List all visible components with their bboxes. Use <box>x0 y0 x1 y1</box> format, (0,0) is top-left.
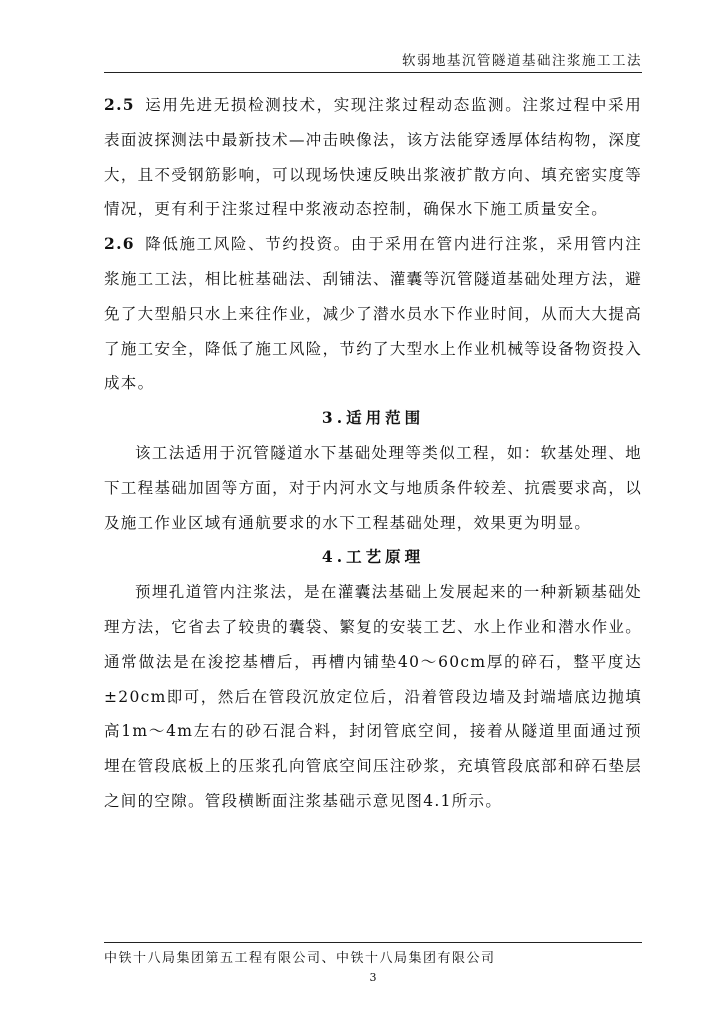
page-number: 3 <box>369 971 377 984</box>
document-body <box>104 88 642 819</box>
paragraph-text: 降低施工风险、节约投资。由于采用在管内进行注浆，采用管内注浆施工工法，相比桩基础法、刮铺法、灌囊等沉管隧道基础处理方法，避免了大型船只水上来往作业，减少了潜水员水下作业时间，从而大大提高了施工安全，降低了施工风险，节约了大型水上作业机械等设备物资投入成本。 <box>104 235 642 393</box>
paragraph-4: 预埋孔道管内注浆法，是在灌囊法基础上发展起来的一种新颖基础处理方法，它省去了较贵的囊袋、繁复的安装工艺、水上作业和潜水作业。通常做法是在浚挖基槽后，再槽内铺垫40～60cm厚的碎石，整平度达±20cm即可，然后在管段沉放定位后，沿着管段边墙及封端墙底边抛填高1m～4m左右的砂石混合料，封闭管底空间，接着从隧道里面通过预埋在管段底板上的压浆孔向管底空间压注砂浆，充填管段底部和碎石垫层之间的空隙。管段横断面注浆基础示意见图4.1所示。 <box>104 583 642 810</box>
section-heading-3: 3.适用范围 <box>321 408 425 428</box>
page-footer <box>104 942 642 984</box>
paragraph-2-5 <box>104 88 642 227</box>
paragraph-2-6 <box>104 227 642 401</box>
paragraph-text: 运用先进无损检测技术，实现注浆过程动态监测。注浆过程中采用表面波探测法中最新技术—冲击映像法，该方法能穿透厚体结构物，深度大，且不受钢筋影响，可以现场快速反映出浆液扩散方向、填充密实度等情况，更有利于注浆过程中浆液动态控制，确保水下施工质量安全。 <box>104 96 642 219</box>
header-title: 软弱地基沉管隧道基础注浆施工工法 <box>402 53 642 69</box>
item-number: 2.6 <box>104 234 135 254</box>
section-heading-4: 4.工艺原理 <box>321 547 425 567</box>
page-header <box>104 46 642 73</box>
item-number: 2.5 <box>104 95 135 114</box>
paragraph-3: 该工法适用于沉管隧道水下基础处理等类似工程，如：软基处理、地下工程基础加固等方面，对于内河水文与地质条件较差、抗震要求高，以及施工作业区域有通航要求的水下工程基础处理，效果更为明显。 <box>104 443 642 532</box>
footer-company: 中铁十八局集团第五工程有限公司、中铁十八局集团有限公司 <box>104 951 496 966</box>
